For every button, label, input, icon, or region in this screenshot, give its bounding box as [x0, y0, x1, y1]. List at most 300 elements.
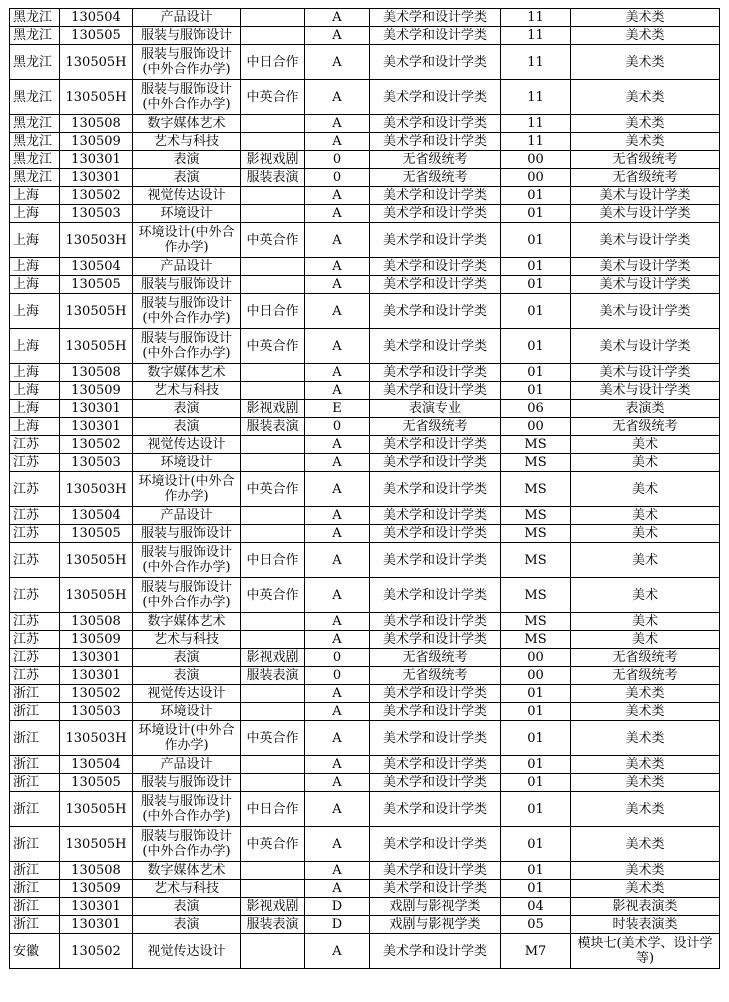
- subject-code-cell: 01: [501, 294, 571, 329]
- exam-category-name-cell: 美术学和设计学类: [370, 80, 501, 115]
- major-code-cell: 130502: [60, 436, 133, 454]
- province-cell: 浙江: [10, 916, 60, 934]
- table-row: [10, 454, 720, 472]
- major-name-cell: 表演: [133, 169, 241, 187]
- subject-name-cell: 美术与设计学类: [571, 187, 720, 205]
- major-name-cell: 产品设计: [133, 258, 241, 276]
- subject-code-cell: 11: [501, 9, 571, 27]
- subject-code-cell: 01: [501, 205, 571, 223]
- exam-category-name-cell: 美术学和设计学类: [370, 436, 501, 454]
- subject-name-cell: 美术与设计学类: [571, 258, 720, 276]
- major-code-cell: 130508: [60, 364, 133, 382]
- table-row: [10, 703, 720, 721]
- subject-name-cell: 美术类: [571, 703, 720, 721]
- exam-category-code-cell: A: [305, 525, 370, 543]
- major-name-cell: 环境设计(中外合作办学): [133, 721, 241, 756]
- exam-category-code-cell: A: [305, 294, 370, 329]
- province-cell: 浙江: [10, 862, 60, 880]
- subject-name-cell: 美术类: [571, 115, 720, 133]
- province-cell: 江苏: [10, 649, 60, 667]
- province-cell: 安徽: [10, 934, 60, 969]
- major-name-cell: 服装与服饰设计(中外合作办学): [133, 329, 241, 364]
- exam-category-name-cell: 无省级统考: [370, 151, 501, 169]
- exam-category-name-cell: 戏剧与影视学类: [370, 898, 501, 916]
- program-note-cell: [241, 525, 305, 543]
- province-cell: 浙江: [10, 792, 60, 827]
- major-name-cell: 表演: [133, 418, 241, 436]
- province-cell: 上海: [10, 258, 60, 276]
- province-cell: 江苏: [10, 613, 60, 631]
- major-code-cell: 130505H: [60, 329, 133, 364]
- exam-category-code-cell: A: [305, 205, 370, 223]
- subject-code-cell: 06: [501, 400, 571, 418]
- subject-code-cell: 05: [501, 916, 571, 934]
- subject-code-cell: MS: [501, 613, 571, 631]
- exam-category-code-cell: A: [305, 827, 370, 862]
- subject-name-cell: 美术与设计学类: [571, 223, 720, 258]
- program-note-cell: [241, 703, 305, 721]
- exam-category-code-cell: 0: [305, 418, 370, 436]
- province-cell: 黑龙江: [10, 45, 60, 80]
- table-row: [10, 685, 720, 703]
- exam-category-code-cell: A: [305, 27, 370, 45]
- exam-category-name-cell: 无省级统考: [370, 649, 501, 667]
- program-note-cell: [241, 187, 305, 205]
- exam-category-name-cell: 美术学和设计学类: [370, 27, 501, 45]
- program-note-cell: [241, 613, 305, 631]
- province-cell: 江苏: [10, 667, 60, 685]
- province-cell: 江苏: [10, 631, 60, 649]
- program-note-cell: [241, 880, 305, 898]
- exam-category-name-cell: 美术学和设计学类: [370, 115, 501, 133]
- subject-name-cell: 美术类: [571, 880, 720, 898]
- province-cell: 黑龙江: [10, 27, 60, 45]
- subject-name-cell: 美术与设计学类: [571, 294, 720, 329]
- table-row: [10, 578, 720, 613]
- subject-code-cell: MS: [501, 472, 571, 507]
- subject-name-cell: 美术类: [571, 9, 720, 27]
- major-code-cell: 130505H: [60, 543, 133, 578]
- major-name-cell: 艺术与科技: [133, 382, 241, 400]
- subject-name-cell: 美术类: [571, 721, 720, 756]
- exam-category-name-cell: 美术学和设计学类: [370, 543, 501, 578]
- exam-category-name-cell: 美术学和设计学类: [370, 862, 501, 880]
- subject-code-cell: MS: [501, 525, 571, 543]
- province-cell: 江苏: [10, 454, 60, 472]
- exam-category-name-cell: 美术学和设计学类: [370, 276, 501, 294]
- major-code-cell: 130301: [60, 151, 133, 169]
- subject-code-cell: 01: [501, 703, 571, 721]
- subject-code-cell: 00: [501, 151, 571, 169]
- program-note-cell: 中日合作: [241, 792, 305, 827]
- major-code-cell: 130503: [60, 205, 133, 223]
- subject-code-cell: 11: [501, 115, 571, 133]
- table-body: [10, 9, 720, 969]
- major-name-cell: 产品设计: [133, 9, 241, 27]
- major-name-cell: 表演: [133, 898, 241, 916]
- exam-category-name-cell: 美术学和设计学类: [370, 294, 501, 329]
- table-row: [10, 667, 720, 685]
- exam-category-name-cell: 美术学和设计学类: [370, 685, 501, 703]
- major-name-cell: 环境设计: [133, 703, 241, 721]
- province-cell: 上海: [10, 205, 60, 223]
- subject-code-cell: 11: [501, 80, 571, 115]
- subject-name-cell: 时装表演类: [571, 916, 720, 934]
- province-cell: 黑龙江: [10, 9, 60, 27]
- exam-category-name-cell: 美术学和设计学类: [370, 703, 501, 721]
- exam-category-name-cell: 美术学和设计学类: [370, 382, 501, 400]
- exam-category-name-cell: 美术学和设计学类: [370, 934, 501, 969]
- program-note-cell: 中英合作: [241, 223, 305, 258]
- major-name-cell: 数字媒体艺术: [133, 364, 241, 382]
- subject-name-cell: 美术: [571, 613, 720, 631]
- table-row: [10, 507, 720, 525]
- subject-name-cell: 无省级统考: [571, 667, 720, 685]
- exam-category-name-cell: 美术学和设计学类: [370, 472, 501, 507]
- major-code-cell: 130505: [60, 525, 133, 543]
- province-cell: 上海: [10, 364, 60, 382]
- exam-category-code-cell: A: [305, 187, 370, 205]
- major-code-cell: 130508: [60, 862, 133, 880]
- subject-name-cell: 美术: [571, 454, 720, 472]
- program-note-cell: [241, 133, 305, 151]
- major-name-cell: 数字媒体艺术: [133, 613, 241, 631]
- province-cell: 江苏: [10, 436, 60, 454]
- major-name-cell: 艺术与科技: [133, 880, 241, 898]
- province-cell: 上海: [10, 223, 60, 258]
- province-cell: 上海: [10, 418, 60, 436]
- table-row: [10, 364, 720, 382]
- exam-category-code-cell: A: [305, 454, 370, 472]
- exam-category-name-cell: 戏剧与影视学类: [370, 916, 501, 934]
- major-code-cell: 130504: [60, 507, 133, 525]
- table-row: [10, 792, 720, 827]
- table-row: [10, 115, 720, 133]
- subject-name-cell: 美术与设计学类: [571, 205, 720, 223]
- program-note-cell: [241, 934, 305, 969]
- subject-name-cell: 表演类: [571, 400, 720, 418]
- subject-name-cell: 美术类: [571, 756, 720, 774]
- major-code-cell: 130502: [60, 187, 133, 205]
- subject-code-cell: MS: [501, 454, 571, 472]
- table-row: [10, 631, 720, 649]
- table-row: [10, 543, 720, 578]
- program-note-cell: [241, 507, 305, 525]
- program-note-cell: [241, 276, 305, 294]
- subject-name-cell: 美术与设计学类: [571, 329, 720, 364]
- province-cell: 浙江: [10, 898, 60, 916]
- exam-category-code-cell: A: [305, 792, 370, 827]
- subject-code-cell: 01: [501, 774, 571, 792]
- subject-name-cell: 无省级统考: [571, 169, 720, 187]
- major-name-cell: 表演: [133, 649, 241, 667]
- major-code-cell: 130509: [60, 631, 133, 649]
- province-cell: 浙江: [10, 774, 60, 792]
- subject-code-cell: M7: [501, 934, 571, 969]
- exam-category-name-cell: 美术学和设计学类: [370, 525, 501, 543]
- exam-category-name-cell: 美术学和设计学类: [370, 792, 501, 827]
- exam-category-code-cell: A: [305, 9, 370, 27]
- table-row: [10, 80, 720, 115]
- exam-category-name-cell: 美术学和设计学类: [370, 205, 501, 223]
- program-note-cell: 影视戏剧: [241, 400, 305, 418]
- major-code-cell: 130505H: [60, 80, 133, 115]
- table-row: [10, 862, 720, 880]
- major-name-cell: 数字媒体艺术: [133, 862, 241, 880]
- table-row: [10, 329, 720, 364]
- program-note-cell: [241, 756, 305, 774]
- subject-code-cell: 01: [501, 223, 571, 258]
- major-code-cell: 130502: [60, 934, 133, 969]
- exam-category-name-cell: 美术学和设计学类: [370, 133, 501, 151]
- table-row: [10, 827, 720, 862]
- major-code-cell: 130503: [60, 454, 133, 472]
- subject-code-cell: 01: [501, 880, 571, 898]
- program-note-cell: [241, 631, 305, 649]
- subject-code-cell: 00: [501, 169, 571, 187]
- subject-name-cell: 美术类: [571, 827, 720, 862]
- program-note-cell: 中英合作: [241, 827, 305, 862]
- exam-category-code-cell: A: [305, 631, 370, 649]
- major-code-cell: 130509: [60, 133, 133, 151]
- program-note-cell: [241, 258, 305, 276]
- exam-category-name-cell: 美术学和设计学类: [370, 45, 501, 80]
- exam-category-code-cell: A: [305, 543, 370, 578]
- subject-code-cell: MS: [501, 631, 571, 649]
- province-cell: 浙江: [10, 756, 60, 774]
- major-name-cell: 服装与服饰设计(中外合作办学): [133, 294, 241, 329]
- major-code-cell: 130508: [60, 613, 133, 631]
- major-code-cell: 130509: [60, 382, 133, 400]
- table-row: [10, 169, 720, 187]
- table-row: [10, 294, 720, 329]
- program-note-cell: [241, 9, 305, 27]
- major-code-cell: 130503H: [60, 472, 133, 507]
- province-cell: 黑龙江: [10, 115, 60, 133]
- subject-name-cell: 美术类: [571, 862, 720, 880]
- exam-category-name-cell: 美术学和设计学类: [370, 223, 501, 258]
- major-name-cell: 视觉传达设计: [133, 934, 241, 969]
- exam-category-code-cell: A: [305, 880, 370, 898]
- major-name-cell: 服装与服饰设计: [133, 27, 241, 45]
- exam-category-name-cell: 无省级统考: [370, 169, 501, 187]
- province-cell: 江苏: [10, 578, 60, 613]
- exam-category-name-cell: 美术学和设计学类: [370, 774, 501, 792]
- program-note-cell: 中英合作: [241, 472, 305, 507]
- exam-category-code-cell: A: [305, 507, 370, 525]
- major-code-cell: 130301: [60, 916, 133, 934]
- subject-name-cell: 美术: [571, 631, 720, 649]
- subject-name-cell: 美术类: [571, 80, 720, 115]
- exam-category-name-cell: 美术学和设计学类: [370, 613, 501, 631]
- major-code-cell: 130503H: [60, 721, 133, 756]
- subject-code-cell: 01: [501, 364, 571, 382]
- subject-code-cell: 00: [501, 418, 571, 436]
- program-note-cell: 中英合作: [241, 80, 305, 115]
- exam-category-code-cell: A: [305, 613, 370, 631]
- subject-code-cell: 00: [501, 667, 571, 685]
- subject-code-cell: 01: [501, 756, 571, 774]
- exam-category-code-cell: 0: [305, 667, 370, 685]
- major-name-cell: 服装与服饰设计(中外合作办学): [133, 827, 241, 862]
- program-note-cell: 中英合作: [241, 721, 305, 756]
- province-cell: 江苏: [10, 507, 60, 525]
- subject-code-cell: MS: [501, 578, 571, 613]
- major-name-cell: 艺术与科技: [133, 631, 241, 649]
- exam-category-name-cell: 美术学和设计学类: [370, 880, 501, 898]
- major-code-cell: 130301: [60, 418, 133, 436]
- province-cell: 上海: [10, 382, 60, 400]
- subject-name-cell: 美术: [571, 543, 720, 578]
- province-cell: 上海: [10, 329, 60, 364]
- province-cell: 上海: [10, 187, 60, 205]
- exam-category-code-cell: D: [305, 916, 370, 934]
- major-name-cell: 表演: [133, 151, 241, 169]
- major-name-cell: 产品设计: [133, 756, 241, 774]
- major-code-cell: 130301: [60, 400, 133, 418]
- subject-name-cell: 美术: [571, 578, 720, 613]
- exam-category-code-cell: A: [305, 685, 370, 703]
- exam-category-code-cell: E: [305, 400, 370, 418]
- table-row: [10, 613, 720, 631]
- enrollment-table: [9, 8, 720, 969]
- program-note-cell: 服装表演: [241, 667, 305, 685]
- exam-category-name-cell: 美术学和设计学类: [370, 9, 501, 27]
- table-row: [10, 721, 720, 756]
- exam-category-code-cell: A: [305, 721, 370, 756]
- exam-category-code-cell: A: [305, 329, 370, 364]
- major-name-cell: 环境设计: [133, 205, 241, 223]
- exam-category-code-cell: A: [305, 578, 370, 613]
- major-name-cell: 视觉传达设计: [133, 187, 241, 205]
- exam-category-name-cell: 无省级统考: [370, 418, 501, 436]
- program-note-cell: [241, 862, 305, 880]
- province-cell: 浙江: [10, 827, 60, 862]
- table-row: [10, 774, 720, 792]
- exam-category-code-cell: A: [305, 80, 370, 115]
- province-cell: 浙江: [10, 685, 60, 703]
- exam-category-code-cell: 0: [305, 169, 370, 187]
- major-name-cell: 服装与服饰设计(中外合作办学): [133, 543, 241, 578]
- subject-code-cell: MS: [501, 543, 571, 578]
- program-note-cell: 中英合作: [241, 329, 305, 364]
- program-note-cell: 中日合作: [241, 294, 305, 329]
- subject-name-cell: 无省级统考: [571, 649, 720, 667]
- province-cell: 上海: [10, 294, 60, 329]
- major-name-cell: 表演: [133, 667, 241, 685]
- exam-category-code-cell: A: [305, 382, 370, 400]
- exam-category-name-cell: 美术学和设计学类: [370, 721, 501, 756]
- exam-category-name-cell: 美术学和设计学类: [370, 631, 501, 649]
- program-note-cell: 影视戏剧: [241, 151, 305, 169]
- exam-category-code-cell: A: [305, 472, 370, 507]
- major-code-cell: 130505H: [60, 578, 133, 613]
- province-cell: 江苏: [10, 525, 60, 543]
- province-cell: 黑龙江: [10, 151, 60, 169]
- province-cell: 浙江: [10, 703, 60, 721]
- major-name-cell: 服装与服饰设计(中外合作办学): [133, 80, 241, 115]
- exam-category-name-cell: 美术学和设计学类: [370, 329, 501, 364]
- program-note-cell: 服装表演: [241, 916, 305, 934]
- table-row: [10, 418, 720, 436]
- exam-category-code-cell: 0: [305, 649, 370, 667]
- exam-category-code-cell: A: [305, 756, 370, 774]
- major-name-cell: 环境设计(中外合作办学): [133, 223, 241, 258]
- program-note-cell: 中英合作: [241, 578, 305, 613]
- major-name-cell: 服装与服饰设计: [133, 774, 241, 792]
- subject-name-cell: 模块七(美术学、设计学等): [571, 934, 720, 969]
- province-cell: 黑龙江: [10, 133, 60, 151]
- subject-name-cell: 美术与设计学类: [571, 364, 720, 382]
- exam-category-code-cell: A: [305, 703, 370, 721]
- program-note-cell: [241, 382, 305, 400]
- subject-code-cell: 01: [501, 382, 571, 400]
- exam-category-name-cell: 无省级统考: [370, 667, 501, 685]
- table-row: [10, 436, 720, 454]
- province-cell: 黑龙江: [10, 80, 60, 115]
- exam-category-code-cell: A: [305, 115, 370, 133]
- exam-category-name-cell: 美术学和设计学类: [370, 187, 501, 205]
- exam-category-name-cell: 表演专业: [370, 400, 501, 418]
- subject-code-cell: 00: [501, 649, 571, 667]
- province-cell: 浙江: [10, 721, 60, 756]
- major-code-cell: 130505H: [60, 827, 133, 862]
- major-code-cell: 130504: [60, 756, 133, 774]
- province-cell: 浙江: [10, 880, 60, 898]
- subject-code-cell: MS: [501, 436, 571, 454]
- table-row: [10, 187, 720, 205]
- exam-category-code-cell: A: [305, 258, 370, 276]
- major-name-cell: 艺术与科技: [133, 133, 241, 151]
- subject-name-cell: 美术与设计学类: [571, 276, 720, 294]
- table-row: [10, 9, 720, 27]
- major-name-cell: 服装与服饰设计(中外合作办学): [133, 792, 241, 827]
- subject-name-cell: 美术: [571, 507, 720, 525]
- program-note-cell: 服装表演: [241, 418, 305, 436]
- subject-name-cell: 无省级统考: [571, 418, 720, 436]
- program-note-cell: [241, 436, 305, 454]
- subject-name-cell: 美术类: [571, 133, 720, 151]
- table-row: [10, 472, 720, 507]
- subject-name-cell: 美术: [571, 436, 720, 454]
- major-code-cell: 130503: [60, 703, 133, 721]
- program-note-cell: 中日合作: [241, 45, 305, 80]
- exam-category-code-cell: A: [305, 133, 370, 151]
- exam-category-name-cell: 美术学和设计学类: [370, 578, 501, 613]
- table-row: [10, 205, 720, 223]
- exam-category-code-cell: A: [305, 774, 370, 792]
- major-code-cell: 130508: [60, 115, 133, 133]
- table-row: [10, 27, 720, 45]
- table-row: [10, 276, 720, 294]
- subject-name-cell: 影视表演类: [571, 898, 720, 916]
- table-row: [10, 756, 720, 774]
- province-cell: 黑龙江: [10, 169, 60, 187]
- major-code-cell: 130301: [60, 169, 133, 187]
- subject-code-cell: 01: [501, 187, 571, 205]
- exam-category-code-cell: 0: [305, 151, 370, 169]
- major-name-cell: 视觉传达设计: [133, 685, 241, 703]
- major-code-cell: 130505: [60, 774, 133, 792]
- major-code-cell: 130504: [60, 258, 133, 276]
- exam-category-code-cell: A: [305, 276, 370, 294]
- table-row: [10, 258, 720, 276]
- province-cell: 上海: [10, 400, 60, 418]
- program-note-cell: [241, 774, 305, 792]
- program-note-cell: [241, 205, 305, 223]
- subject-name-cell: 美术类: [571, 792, 720, 827]
- major-code-cell: 130301: [60, 649, 133, 667]
